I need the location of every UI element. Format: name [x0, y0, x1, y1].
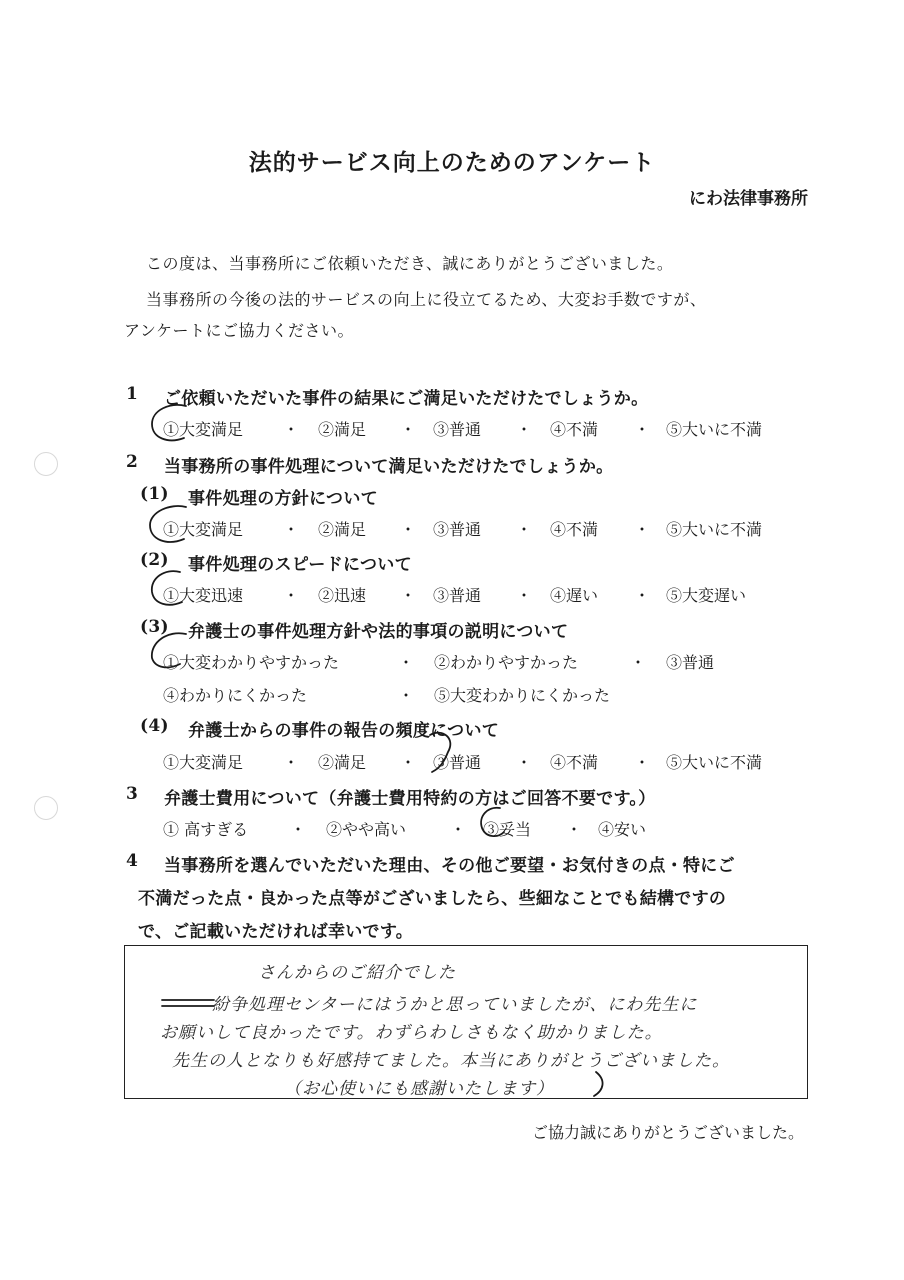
page-title: 法的サービス向上のためのアンケート: [248, 149, 656, 176]
separator: ・: [634, 520, 651, 539]
q2-sub1-option-1[interactable]: ①大変満足: [163, 520, 244, 539]
q4-line-1: 当事務所を選んでいただいた理由、その他ご要望・お気付きの点・特にご: [164, 856, 735, 876]
q2-sub3-text: 弁護士の事件処理方針や法的事項の説明について: [188, 622, 569, 642]
intro-line-1: この度は、当事務所にご依頼いただき、誠にありがとうございました。: [146, 254, 674, 273]
q2-sub4-option-5[interactable]: ⑤大いに不満: [666, 753, 763, 772]
q2-sub2-option-5[interactable]: ⑤大変遅い: [666, 586, 747, 605]
q2-sub2-text: 事件処理のスピードについて: [188, 555, 412, 575]
separator: ・: [400, 586, 417, 605]
q2-sub4-option-3[interactable]: ③普通: [433, 753, 482, 772]
q3-number: 3: [126, 784, 138, 804]
q2-sub3-number: (3): [140, 617, 169, 637]
q1-option-1[interactable]: ①大変満足: [163, 420, 244, 439]
closing-thanks: ご協力誠にありがとうございました。: [531, 1123, 804, 1142]
separator: ・: [283, 520, 300, 539]
q1-text: ご依頼いただいた事件の結果にご満足いただけたでしょうか。: [164, 389, 649, 409]
separator: ・: [450, 820, 467, 839]
q2-sub2-option-2[interactable]: ②迅速: [318, 586, 367, 605]
separator: ・: [400, 420, 417, 439]
separator: ・: [400, 520, 417, 539]
separator: ・: [283, 586, 300, 605]
q1-option-2[interactable]: ②満足: [318, 420, 367, 439]
separator: ・: [516, 520, 533, 539]
q2-sub2-option-3[interactable]: ③普通: [433, 586, 482, 605]
separator: ・: [516, 420, 533, 439]
separator: ・: [634, 420, 651, 439]
separator: ・: [630, 653, 647, 672]
q2-sub3-option-5[interactable]: ⑤大変わかりにくかった: [434, 686, 611, 705]
handwritten-line-4: 先生の人となりも好感持てました。本当にありがとうございました。: [172, 1051, 730, 1071]
punch-hole-top: [34, 452, 58, 476]
q4-number: 4: [126, 851, 138, 871]
separator: ・: [516, 753, 533, 772]
separator: ・: [283, 753, 300, 772]
q2-sub4-text: 弁護士からの事件の報告の頻度について: [188, 721, 500, 741]
q2-sub2-number: (2): [140, 550, 169, 570]
q2-sub1-option-5[interactable]: ⑤大いに不満: [666, 520, 763, 539]
separator: ・: [290, 820, 307, 839]
q2-sub3-option-3[interactable]: ③普通: [666, 653, 715, 672]
q2-sub4-option-4[interactable]: ④不満: [550, 753, 599, 772]
separator: ・: [634, 586, 651, 605]
q4-line-3: で、ご記載いただければ幸いです。: [138, 922, 414, 942]
q1-option-4[interactable]: ④不満: [550, 420, 599, 439]
q2-sub2-option-1[interactable]: ①大変迅速: [163, 586, 244, 605]
q4-line-2: 不満だった点・良かった点等がございましたら、些細なことでも結構ですの: [138, 889, 727, 909]
q2-number: 2: [126, 452, 138, 472]
q2-sub1-number: (1): [140, 484, 169, 504]
q3-option-2[interactable]: ②やや高い: [326, 820, 407, 839]
q2-sub4-option-2[interactable]: ②満足: [318, 753, 367, 772]
q2-text: 当事務所の事件処理について満足いただけたでしょうか。: [164, 457, 614, 477]
q2-sub3-option-1[interactable]: ①大変わかりやすかった: [163, 653, 340, 672]
q2-sub2-option-4[interactable]: ④遅い: [550, 586, 599, 605]
intro-line-3: アンケートにご協力ください。: [124, 321, 355, 340]
separator: ・: [566, 820, 583, 839]
intro-line-2: 当事務所の今後の法的サービスの向上に役立てるため、大変お手数ですが、: [146, 290, 707, 309]
handwritten-line-1: さんからのご紹介でした: [258, 963, 456, 983]
q2-sub1-option-2[interactable]: ②満足: [318, 520, 367, 539]
q2-sub1-option-3[interactable]: ③普通: [433, 520, 482, 539]
q2-sub3-option-2[interactable]: ②わかりやすかった: [434, 653, 579, 672]
separator: ・: [400, 753, 417, 772]
q3-option-1[interactable]: ① 高すぎる: [163, 820, 249, 839]
separator: ・: [398, 686, 415, 705]
q2-sub4-option-1[interactable]: ①大変満足: [163, 753, 244, 772]
q1-option-3[interactable]: ③普通: [433, 420, 482, 439]
q3-text: 弁護士費用について（弁護士費用特約の方はご回答不要です。）: [164, 789, 656, 809]
handwritten-line-2: 紛争処理センターにはうかと思っていましたが、にわ先生に: [212, 995, 698, 1015]
q1-number: 1: [126, 384, 138, 404]
separator: ・: [634, 753, 651, 772]
punch-hole-bottom: [34, 796, 58, 820]
q1-option-5[interactable]: ⑤大いに不満: [666, 420, 763, 439]
q3-option-3[interactable]: ③妥当: [483, 820, 532, 839]
q2-sub4-number: (4): [140, 716, 169, 736]
firm-name: にわ法律事務所: [689, 189, 808, 209]
q2-sub3-option-4[interactable]: ④わかりにくかった: [163, 686, 308, 705]
separator: ・: [516, 586, 533, 605]
handwritten-line-5: （お心使いにも感謝いたします）: [284, 1079, 554, 1099]
handwritten-line-3: お願いして良かったです。わずらわしさもなく助かりました。: [160, 1023, 663, 1043]
separator: ・: [283, 420, 300, 439]
q2-sub1-option-4[interactable]: ④不満: [550, 520, 599, 539]
q2-sub1-text: 事件処理の方針について: [188, 489, 378, 509]
q3-option-4[interactable]: ④安い: [598, 820, 647, 839]
separator: ・: [398, 653, 415, 672]
